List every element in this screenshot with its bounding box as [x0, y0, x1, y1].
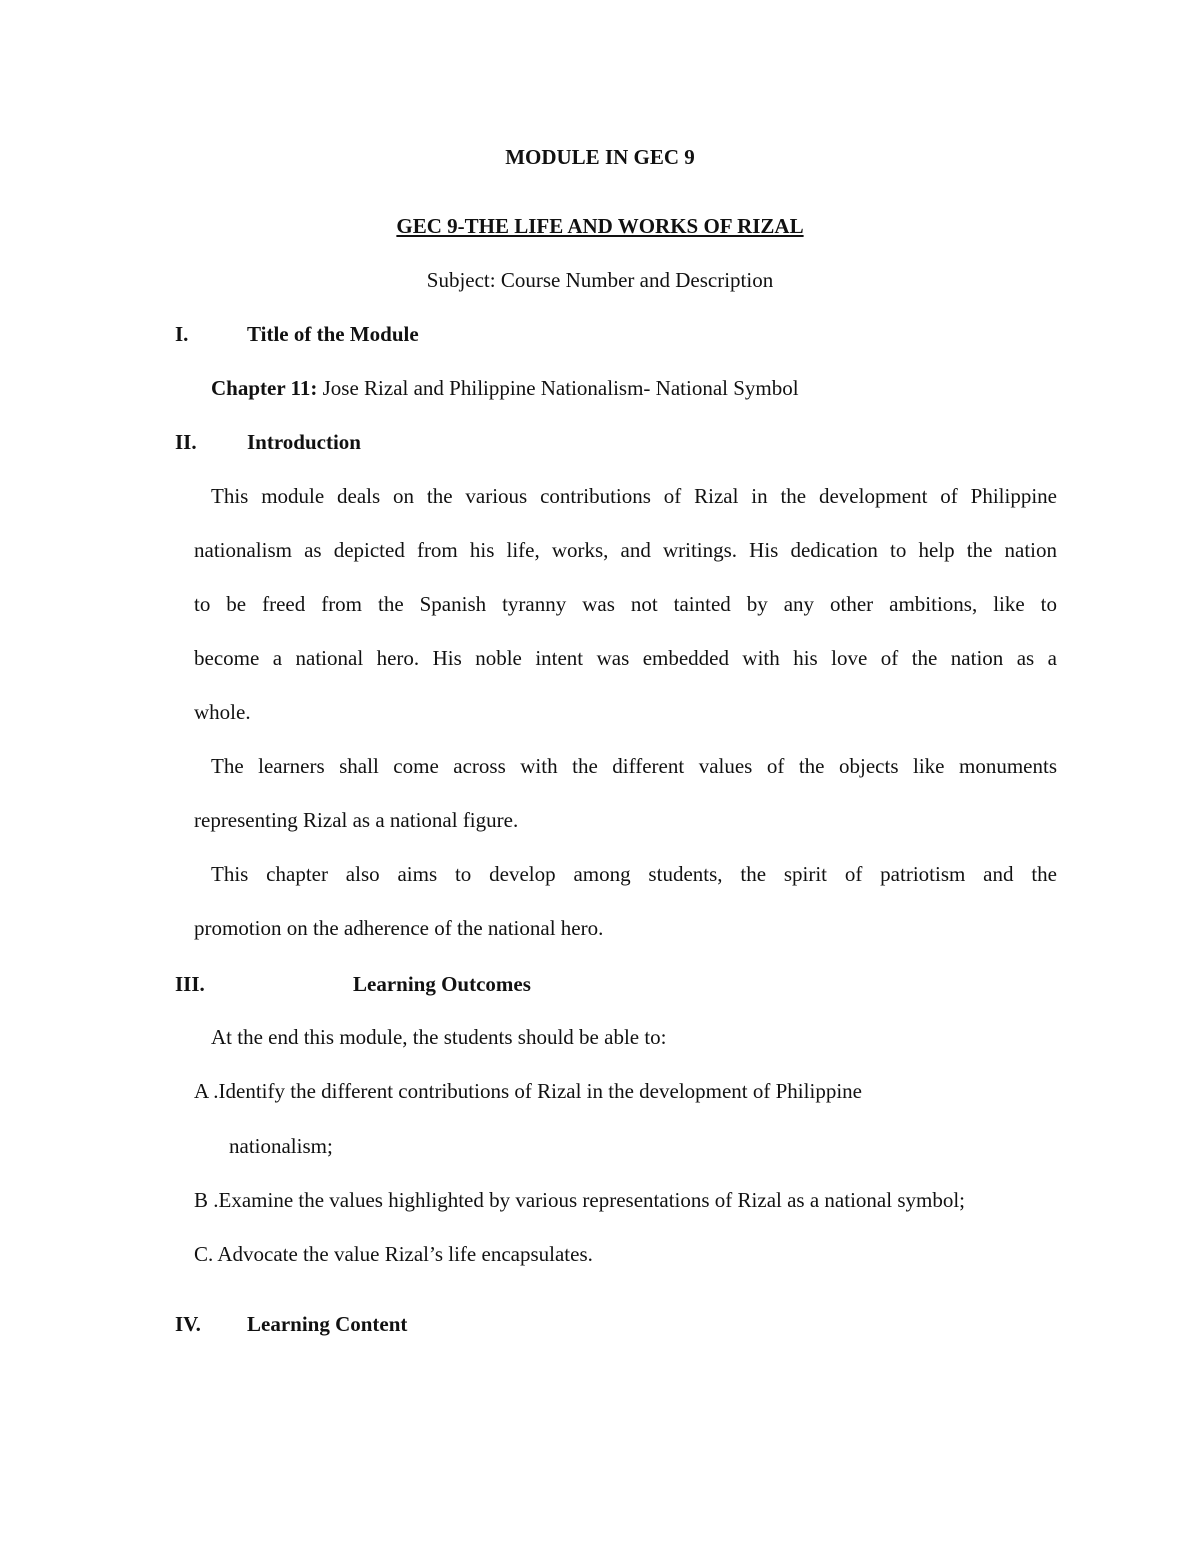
intro-paragraph-1-line-2: nationalism as depicted from his life, works, and writings. His dedication to help the nation	[194, 538, 1057, 562]
outcome-a-line-2: nationalism;	[229, 1134, 333, 1158]
section-4-numeral: IV.	[175, 1312, 201, 1336]
section-2-numeral: II.	[175, 430, 197, 454]
section-1-numeral: I.	[175, 322, 189, 346]
outcome-b: B .Examine the values highlighted by various representations of Rizal as a national symbol;	[194, 1188, 965, 1212]
course-title: GEC 9-THE LIFE AND WORKS OF RIZAL	[396, 214, 804, 238]
intro-paragraph-3-line-2: promotion on the adherence of the national hero.	[194, 916, 604, 940]
outcome-c: C. Advocate the value Rizal’s life encapsulates.	[194, 1242, 593, 1266]
section-1-heading: Title of the Module	[247, 322, 419, 346]
intro-paragraph-2-line-1: The learners shall come across with the different values of the objects like monuments	[211, 754, 1057, 778]
intro-paragraph-1-line-1: This module deals on the various contributions of Rizal in the development of Philippine	[211, 484, 1057, 508]
section-3-numeral: III.	[175, 972, 205, 996]
subject-line: Subject: Course Number and Description	[426, 268, 774, 292]
intro-paragraph-3-line-1: This chapter also aims to develop among students, the spirit of patriotism and the	[211, 862, 1057, 886]
intro-paragraph-1-line-4: become a national hero. His noble intent was embedded with his love of the nation as a	[194, 646, 1057, 670]
outcomes-intro: At the end this module, the students should be able to:	[211, 1025, 667, 1049]
outcome-a-line-1: A .Identify the different contributions of Rizal in the development of Philippine	[194, 1079, 862, 1103]
chapter-label: Chapter 11:	[211, 376, 318, 400]
module-title: MODULE IN GEC 9	[505, 145, 695, 169]
section-4-heading: Learning Content	[247, 1312, 408, 1336]
chapter-line	[211, 374, 799, 402]
section-2-heading: Introduction	[247, 430, 361, 454]
intro-paragraph-2-line-2: representing Rizal as a national figure.	[194, 808, 519, 832]
chapter-title: Jose Rizal and Philippine Nationalism- National Symbol	[317, 376, 799, 400]
intro-paragraph-1-line-3: to be freed from the Spanish tyranny was not tainted by any other ambitions, like to	[194, 592, 1057, 616]
section-3-heading: Learning Outcomes	[353, 972, 531, 996]
intro-paragraph-1-line-5: whole.	[194, 700, 251, 724]
